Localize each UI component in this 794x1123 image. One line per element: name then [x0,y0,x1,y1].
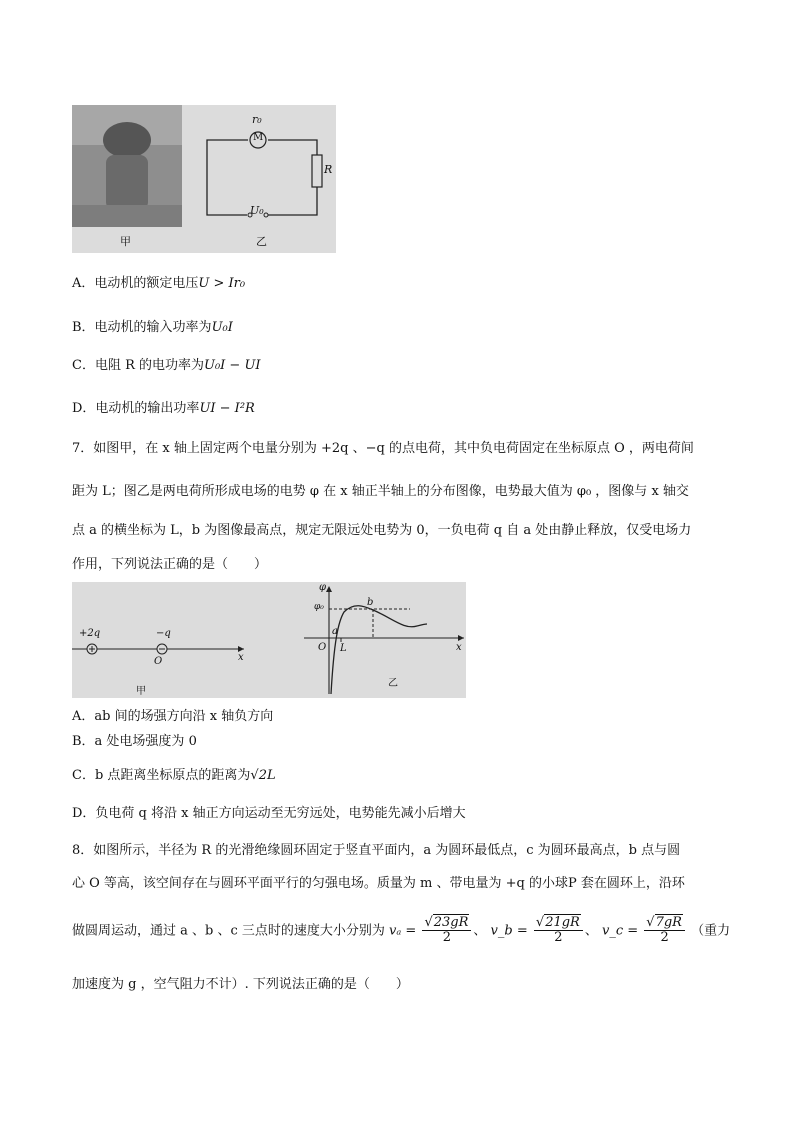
velocity-a-label: vₐ = [389,923,417,939]
q6-option-d-text: D．电动机的输出功率 [72,401,200,416]
x-axis-label-right: x [456,642,462,653]
q6-option-a-math: U > Ir₀ [198,276,246,291]
q7-option-c-text: C．b 点距离坐标原点的距离为 [72,768,251,783]
charge-plus-label: +2q [79,628,101,639]
velocity-b-fraction: $\frac{√21gR}{2}$ [534,916,583,946]
velocity-a-fraction: $\frac{√23gR}{2}$ [422,916,471,946]
velocity-a-radicand: 23gR [433,915,469,930]
origin-label-right: O [318,642,327,653]
q6-option-a-text: A．电动机的额定电压 [72,276,199,291]
velocity-c-denominator: 2 [660,930,669,946]
q7-line-1: 7．如图甲，在 x 轴上固定两个电量分别为 +2q 、−q 的点电荷，其中负电荷固定在坐标原点 O ，两电荷间 [72,441,694,456]
figure-label-yi-2: 乙 [388,678,398,689]
source-label: U₀ [250,204,264,217]
q8-line-4: 加速度为 g ，空气阻力不计）. 下列说法正确的是（ ） [72,977,409,992]
velocity-b-radicand: 21gR [545,915,580,930]
velocity-b-denominator: 2 [554,930,563,946]
motor-resistance-label: r₀ [252,113,262,126]
q6-option-d-math: UI − I²R [199,401,255,416]
q7-line-4: 作用，下列说法正确的是（ ） [72,557,268,572]
figure-label-yi: 乙 [256,235,267,248]
phi-axis-label: φ [319,582,327,593]
velocity-c-fraction: $\frac{√7gR}{2}$ [644,916,685,946]
q7-line-3: 点 a 的横坐标为 L，b 为图像最高点，规定无限远处电势为 0，一负电荷 q 自 a 处由静止释放，仅受电场力 [72,523,692,538]
velocity-b-label: v_b = [490,923,528,939]
q8-line-3-text: 做圆周运动，通过 a 、b 、c 三点时的速度大小分别为 [72,923,385,939]
resistor-symbol [312,155,322,187]
phi0-label: φ₀ [314,602,324,612]
L-label: L [340,643,347,654]
charge-minus-label: −q [156,628,171,639]
separator-2: 、 [584,923,598,939]
q6-option-d [72,401,255,417]
q7-option-a: A．ab 间的场强方向沿 x 轴负方向 [72,709,274,724]
x-axis-label-left: x [238,652,244,663]
q8-line-1: 8．如图所示，半径为 R 的光滑绝缘圆环固定于竖直平面内，a 为圆环最低点，c 为圆环最高点，b 点与圆 [72,843,681,858]
q7-line-2: 距为 L；图乙是两电荷所形成电场的电势 φ 在 x 轴正半轴上的分布图像，电势最大值为 φ₀ ，图像与 x 轴交 [72,484,689,499]
q8-line-2: 心 O 等高，该空间存在与圆环平面平行的匀强电场。质量为 m 、带电量为 +q 的小球P 套在圆环上，沿环 [72,876,685,891]
velocity-c-label: v_c = [602,923,639,939]
q6-option-c-text: C．电阻 R 的电功率为 [72,358,204,373]
q6-option-b-math: U₀I [211,320,233,335]
q6-option-c-math: U₀I − UI [204,358,261,373]
figure-label-jia: 甲 [120,235,131,248]
resistor-label: R [324,163,333,176]
origin-label-left: O [154,656,163,667]
q7-option-d: D．负电荷 q 将沿 x 轴正方向运动至无穷远处，电势能先减小后增大 [72,806,466,821]
q8-line-3 [72,916,730,946]
q7-option-c-math: √2L [250,768,276,783]
velocity-a-denominator: 2 [442,930,452,946]
figure-motor-circuit [72,105,336,253]
q6-option-b [72,320,233,336]
point-a-label: a [332,626,338,637]
q7-option-b: B．a 处电场强度为 0 [72,734,197,749]
q6-option-b-text: B．电动机的输入功率为 [72,320,212,335]
q6-option-a [72,276,245,292]
motor-label: M [253,132,264,143]
figure-label-jia-2: 甲 [136,686,146,697]
figure-charges-potential [72,582,466,698]
separator-1: 、 [473,923,487,939]
motor-circuit-svg [72,105,336,253]
charges-potential-svg [72,582,466,698]
q8-line-3-suffix: （重力 [691,923,731,939]
q6-option-c [72,358,261,374]
q7-option-c [72,768,276,784]
point-b-label: b [367,597,374,608]
velocity-c-radicand: 7gR [655,915,682,930]
